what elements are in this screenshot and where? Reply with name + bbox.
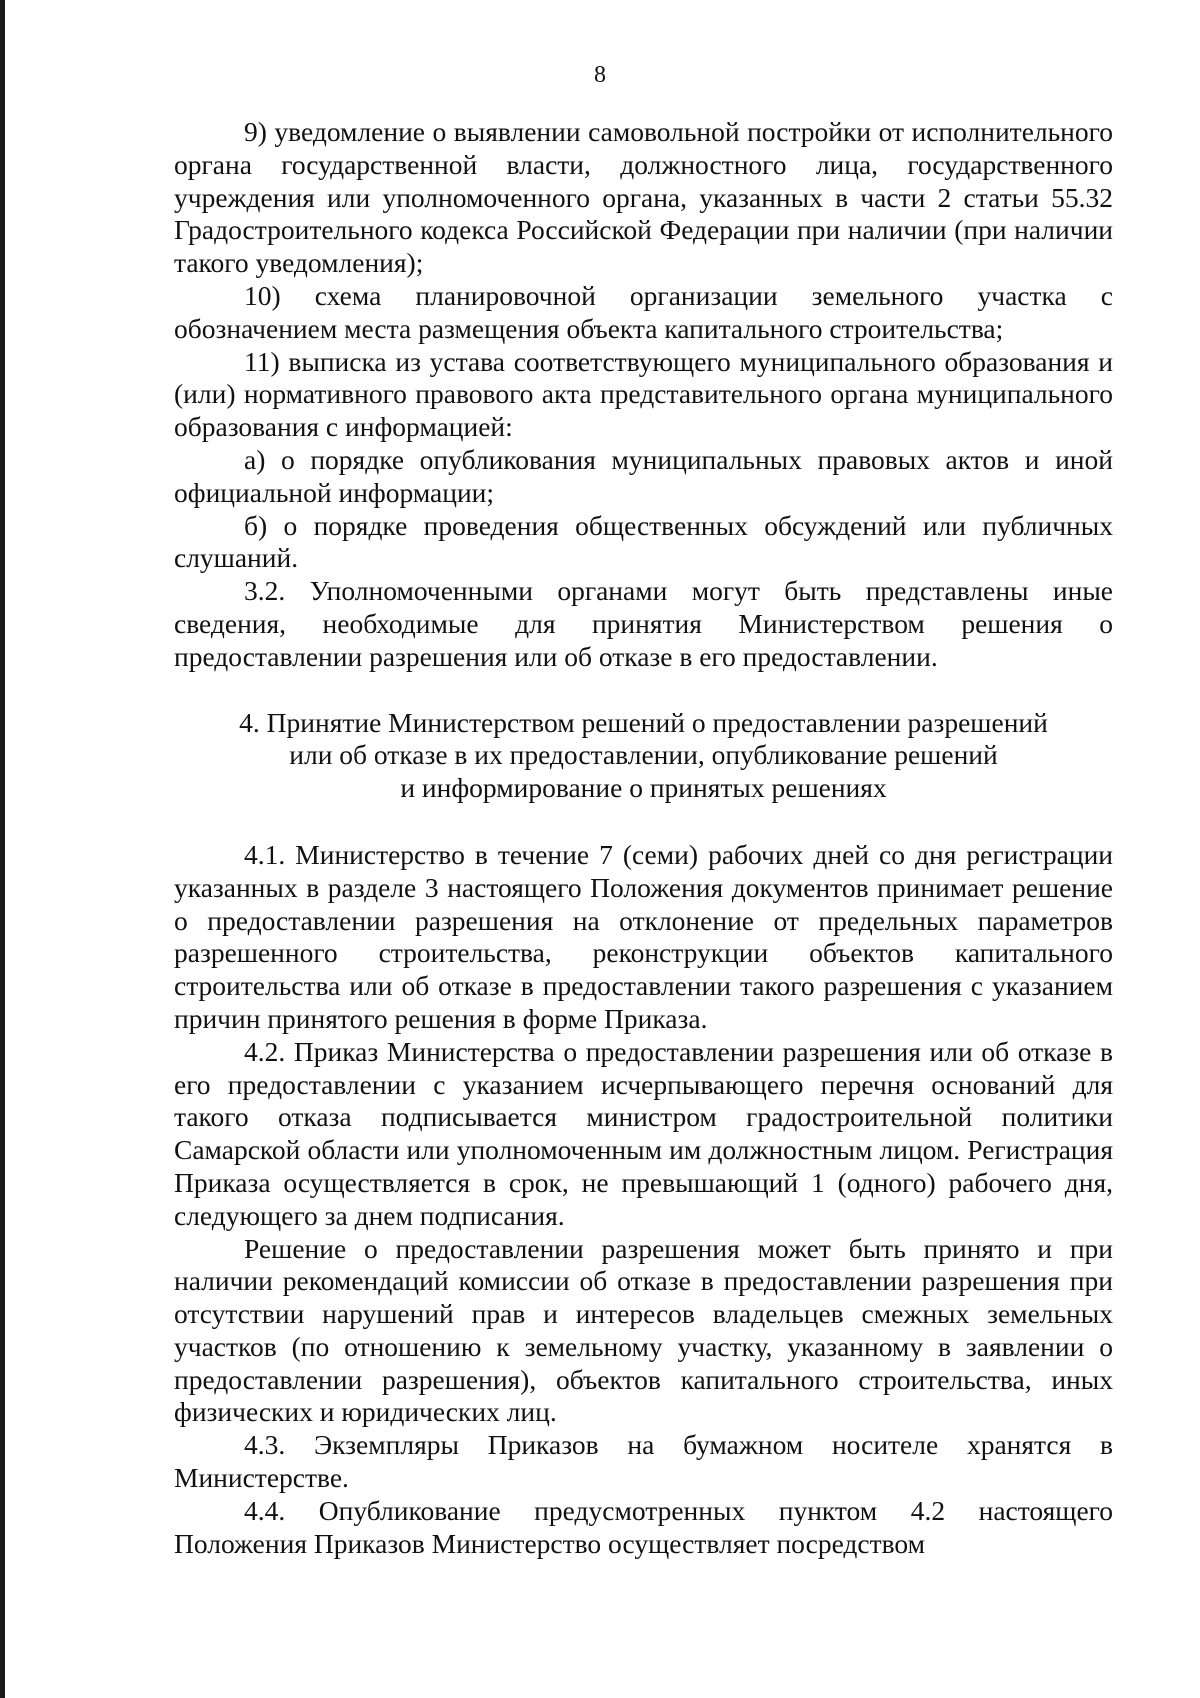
section-heading-line: или об отказе в их предоставлении, опубликование решений: [289, 739, 998, 771]
section-heading: [174, 707, 1113, 805]
paragraph-item-10: 10) схема планировочной организации земельного участка с обозначением места размещения объекта капитального строительства;: [174, 279, 1113, 344]
paragraph-4-4: 4.4. Опубликование предусмотренных пунктом 4.2 настоящего Положения Приказов Министерство осуществляет посредством: [174, 1494, 1113, 1559]
paragraph-subitem-b: б) о порядке проведения общественных обсуждений или публичных слушаний.: [174, 509, 1113, 574]
scan-edge-shadow: [0, 0, 5, 1698]
paragraph-3-2: 3.2. Уполномоченными органами могут быть представлены иные сведения, необходимые для принятия Министерством решения о предоставлении разрешения или об отказе в его предоставлении.: [174, 575, 1113, 672]
section-heading-line: 4. Принятие Министерством решений о предоставлении разрешений: [239, 706, 1048, 738]
paragraph-decision: Решение о предоставлении разрешения может быть принято и при наличии рекомендаций комиссии об отказе в предоставлении разрешения при отсутствии нарушений прав и интересов владельцев смежных земельных участков (по отношению к земельному участку, указанному в заявлении о предоставлении разрешения), объектов капитального строительства, иных физических и юридических лиц.: [174, 1232, 1113, 1428]
paragraph-4-2: 4.2. Приказ Министерства о предоставлении разрешения или об отказе в его предоставлении с указанием исчерпывающего перечня оснований для такого отказа подписывается министром градостроительной политики Самарской области или уполномоченным им должностным лицом. Регистрация Приказа осуществляется в срок, не превышающий 1 (одного) рабочего дня, следующего за днем подписания.: [174, 1035, 1113, 1231]
page-number: 8: [594, 62, 606, 88]
paragraph-subitem-a: а) о порядке опубликования муниципальных правовых актов и иной официальной информации;: [174, 443, 1113, 508]
document-body: [174, 116, 1113, 1560]
paragraph-4-1: 4.1. Министерство в течение 7 (семи) рабочих дней со дня регистрации указанных в разделе 3 настоящего Положения документов принимает решение о предоставлении разрешения на отклонение от предельных параметров разрешенного строительства, реконструкции объектов капитального строительства или об отказе в предоставлении такого разрешения с указанием причин принятого решения в форме Приказа.: [174, 838, 1113, 1034]
paragraph-4-3: 4.3. Экземпляры Приказов на бумажном носителе хранятся в Министерстве.: [174, 1429, 1113, 1494]
paragraph-item-11: 11) выписка из устава соответствующего муниципального образования и (или) нормативного правового акта представительного органа муниципального образования с информацией:: [174, 345, 1113, 443]
section-heading-line: и информирование о принятых решениях: [400, 772, 887, 804]
paragraph-item-9: 9) уведомление о выявлении самовольной постройки от исполнительного органа государственной власти, должностного лица, государственного учреждения или уполномоченного органа, указанных в части 2 статьи 55.32 Градостроительного кодекса Российской Федерации при наличии (при наличии такого уведомления);: [174, 116, 1113, 279]
